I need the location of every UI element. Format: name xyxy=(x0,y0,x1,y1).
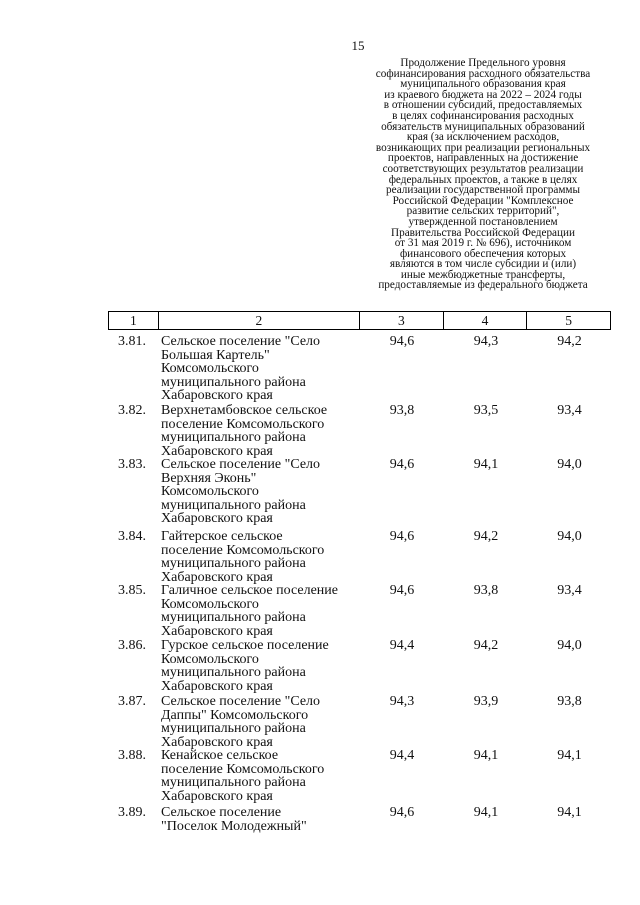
value-2023-cell: 94,1 xyxy=(473,805,499,820)
settlement-name-line: Сельское поселение "Село xyxy=(161,457,321,472)
value-2022-cell: 94,4 xyxy=(389,748,415,763)
caption-line: края (за исключением расходов, xyxy=(406,131,560,144)
value-2024-cell: 93,4 xyxy=(557,403,582,418)
value-2024-cell: 94,1 xyxy=(557,805,582,820)
caption-line: финансового обеспечения которых xyxy=(399,247,567,260)
settlement-name-line: Хабаровского края xyxy=(161,443,273,459)
value-2022-cell: 94,6 xyxy=(389,529,415,544)
settlement-name xyxy=(158,749,360,806)
settlement-name-line: муниципального района xyxy=(161,610,306,625)
settlement-name-line: Комсомольского xyxy=(161,361,259,376)
table-row xyxy=(108,404,611,458)
settlement-name xyxy=(158,695,360,749)
value-2023-cell: 94,1 xyxy=(473,748,499,763)
settlement-name xyxy=(158,458,360,530)
caption-line: возникающих при реализации региональных xyxy=(375,141,591,154)
caption-line: соответствующих результатов реализации xyxy=(382,162,584,175)
caption-line: в целях софинансирования расходных xyxy=(392,109,574,122)
value-2024-cell: 94,0 xyxy=(557,529,582,544)
table-row xyxy=(108,335,611,404)
value-2024-cell: 94,2 xyxy=(557,334,582,349)
settlement-name-line: Гайтерское сельское xyxy=(161,529,283,544)
caption-line: обязательств муниципальных образований xyxy=(381,120,585,133)
table-row xyxy=(108,806,611,836)
caption-line: в отношении субсидий, предоставляемых xyxy=(383,99,583,112)
value-2023-cell: 94,3 xyxy=(473,334,499,349)
subsidy-table xyxy=(108,311,611,836)
caption-line: Российской Федерации "Комплексное xyxy=(392,194,574,207)
row-number: 3.81. xyxy=(118,334,146,349)
column-header-3: 3 xyxy=(360,312,444,329)
settlement-name-line: Хабаровского края xyxy=(161,511,273,526)
value-2023-cell: 94,2 xyxy=(473,529,499,544)
caption-line: являются в том числе субсидии и (или) xyxy=(389,258,577,271)
settlement-name-line: "Поселок Молодежный" xyxy=(161,818,307,834)
row-number: 3.87. xyxy=(118,694,146,709)
settlement-name-line: Комсомольского xyxy=(161,596,259,612)
settlement-name-line: Гурское сельское поселение xyxy=(161,638,329,653)
value-2022-cell: 94,6 xyxy=(389,805,415,820)
settlement-name xyxy=(158,639,360,695)
settlement-name-line: муниципального района xyxy=(161,721,306,736)
value-2022-cell: 94,3 xyxy=(389,694,415,709)
settlement-name-line: Сельское поселение "Село xyxy=(161,334,321,349)
column-header-1: 1 xyxy=(109,312,159,329)
table-header-row xyxy=(108,311,611,330)
row-number: 3.83. xyxy=(118,457,146,472)
settlement-name-line: поселение Комсомольского xyxy=(161,761,325,777)
column-header-4: 4 xyxy=(444,312,528,329)
value-2023-cell: 94,1 xyxy=(473,457,499,472)
settlement-name-line: муниципального района xyxy=(161,556,306,571)
column-header-5: 5 xyxy=(565,313,573,328)
value-2024-cell: 94,0 xyxy=(557,638,582,653)
caption-line: развитие сельских территорий", xyxy=(406,205,560,218)
value-2023-cell: 94,2 xyxy=(473,638,499,653)
table-row xyxy=(108,695,611,749)
caption-line: муниципального образования края xyxy=(400,78,566,91)
table-body xyxy=(108,335,611,836)
table-row xyxy=(108,584,611,639)
value-2023-cell: 93,9 xyxy=(473,694,499,709)
settlement-name-line: Комсомольского xyxy=(161,484,259,499)
table-row xyxy=(108,749,611,806)
settlement-name-line: поселение Комсомольского xyxy=(161,542,325,558)
value-2022-cell: 94,6 xyxy=(389,583,415,598)
settlement-name-line: Хабаровского края xyxy=(161,623,273,639)
settlement-name-line: Хабаровского края xyxy=(161,734,273,750)
settlement-name-line: Верхняя Эконь" xyxy=(161,470,257,486)
caption-line: Продолжение Предельного уровня xyxy=(400,57,566,69)
page-number: 15 xyxy=(351,38,365,53)
settlement-name-line: поселение Комсомольского xyxy=(161,416,325,432)
table-row xyxy=(108,458,611,530)
settlement-name-line: Даппы" Комсомольского xyxy=(161,707,309,723)
caption-line: проектов, направленных на достижение xyxy=(387,152,579,165)
settlement-name-line: Сельское поселение "Село xyxy=(161,694,321,709)
table-caption xyxy=(356,58,610,291)
caption-line: федеральных проектов, а также в целях xyxy=(388,173,578,186)
row-number: 3.86. xyxy=(118,638,146,653)
caption-line: реализации государственной программы xyxy=(386,184,580,197)
table-row xyxy=(108,639,611,695)
value-2024-cell: 93,4 xyxy=(557,583,582,598)
column-header-2: 2 xyxy=(159,312,360,329)
settlement-name-line: муниципального района xyxy=(161,497,306,513)
settlement-name-line: Хабаровского края xyxy=(161,569,273,585)
caption-line: от 31 мая 2019 г. № 696), источником xyxy=(394,237,572,250)
table-row xyxy=(108,530,611,584)
caption-line: иные межбюджетные трансферты, xyxy=(400,268,566,281)
settlement-name xyxy=(158,806,360,836)
settlement-name-line: муниципального района xyxy=(161,430,306,445)
value-2022-cell: 94,6 xyxy=(389,334,415,349)
settlement-name-line: Верхнетамбовское сельское xyxy=(161,403,328,418)
settlement-name-line: Хабаровского края xyxy=(161,678,273,694)
row-number: 3.89. xyxy=(118,805,146,820)
settlement-name-line: Хабаровского края xyxy=(161,388,273,403)
row-number: 3.84. xyxy=(118,529,146,544)
settlement-name-line: Галичное сельское поселение xyxy=(161,583,338,598)
settlement-name-line: Хабаровского края xyxy=(161,788,273,804)
value-2023-cell: 93,5 xyxy=(473,403,499,418)
settlement-name-line: Большая Картель" xyxy=(161,347,270,363)
settlement-name-line: муниципального района xyxy=(161,775,306,790)
settlement-name-line: муниципального района xyxy=(161,374,306,390)
caption-line: утвержденной постановлением xyxy=(408,215,558,228)
settlement-name xyxy=(158,404,360,458)
settlement-name xyxy=(158,335,360,404)
row-number: 3.85. xyxy=(118,583,146,598)
settlement-name-line: Сельское поселение xyxy=(161,805,282,820)
value-2024-cell: 94,0 xyxy=(557,457,582,472)
value-2022-cell: 94,6 xyxy=(389,457,415,472)
value-2024-cell: 94,1 xyxy=(557,748,582,763)
value-2024-cell: 93,8 xyxy=(557,694,582,709)
value-2023-cell: 93,8 xyxy=(473,583,499,598)
caption-line: Правительства Российской Федерации xyxy=(391,226,575,239)
row-number: 3.88. xyxy=(118,748,146,763)
caption-line: софинансирования расходного обязательства xyxy=(375,67,591,80)
settlement-name xyxy=(158,584,360,639)
value-2022-cell: 93,8 xyxy=(389,403,415,418)
caption-line: из краевого бюджета на 2022 – 2024 годы xyxy=(384,88,582,101)
caption-line: предоставляемые из федерального бюджета xyxy=(378,279,588,292)
row-number: 3.82. xyxy=(118,403,146,418)
value-2022-cell: 94,4 xyxy=(389,638,415,653)
settlement-name xyxy=(158,530,360,584)
settlement-name-line: муниципального района xyxy=(161,665,306,680)
settlement-name-line: Комсомольского xyxy=(161,651,259,667)
settlement-name-line: Кенайское сельское xyxy=(161,748,279,763)
